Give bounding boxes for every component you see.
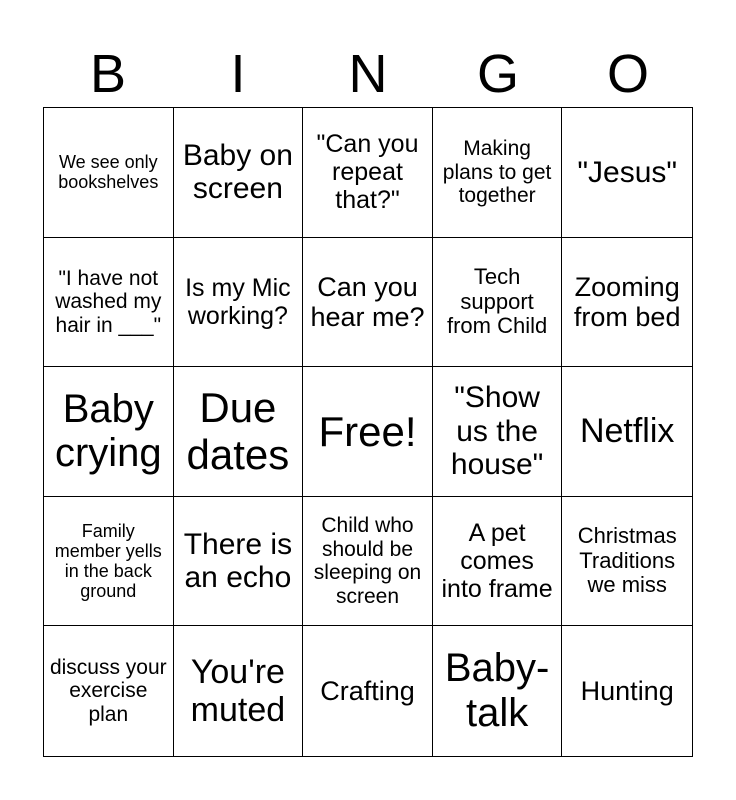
bingo-cell[interactable]: Is my Mic working? [174, 238, 304, 368]
bingo-cell[interactable]: Baby on screen [174, 108, 304, 238]
bingo-cell[interactable]: Due dates [174, 367, 304, 497]
bingo-board [43, 107, 693, 757]
bingo-cell[interactable]: Can you hear me? [303, 238, 433, 368]
bingo-cell[interactable]: discuss your exercise plan [44, 626, 174, 756]
bingo-cell[interactable]: A pet comes into frame [433, 497, 563, 627]
bingo-cell[interactable]: Hunting [580, 676, 674, 707]
header-letter-i: I [230, 44, 246, 104]
bingo-cell[interactable]: "I have not washed my hair in ___" [44, 238, 174, 368]
bingo-cell[interactable]: Crafting [303, 626, 433, 756]
free-space[interactable]: Free! [303, 367, 433, 497]
bingo-cell[interactable]: "Can you repeat that?" [303, 108, 433, 238]
bingo-cell[interactable]: Family member yells in the back ground [44, 497, 174, 627]
bingo-cell[interactable]: There is an echo [174, 497, 304, 627]
header-letter-b: B [89, 44, 127, 104]
bingo-cell[interactable]: "Jesus" [562, 108, 692, 238]
header-letter-o: O [606, 44, 649, 104]
bingo-cell[interactable]: Tech support from Child [433, 238, 563, 368]
bingo-cell[interactable]: Making plans to get together [433, 108, 563, 238]
bingo-cell[interactable]: "Show us the house" [433, 367, 563, 497]
bingo-cell[interactable]: We see only bookshelves [44, 108, 174, 238]
bingo-cell[interactable]: Baby crying [44, 367, 174, 497]
bingo-cell[interactable]: Netflix [562, 367, 692, 497]
bingo-cell[interactable]: Christmas Traditions we miss [562, 497, 692, 627]
bingo-cell[interactable]: Zooming from bed [562, 238, 692, 368]
header-letter-n: N [348, 44, 388, 104]
bingo-cell[interactable]: Baby-talk [433, 626, 563, 756]
header-letter-g: G [476, 44, 519, 104]
bingo-cell[interactable]: Child who should be sleeping on screen [303, 497, 433, 627]
bingo-header [43, 40, 693, 108]
bingo-cell[interactable]: You're muted [174, 626, 304, 756]
